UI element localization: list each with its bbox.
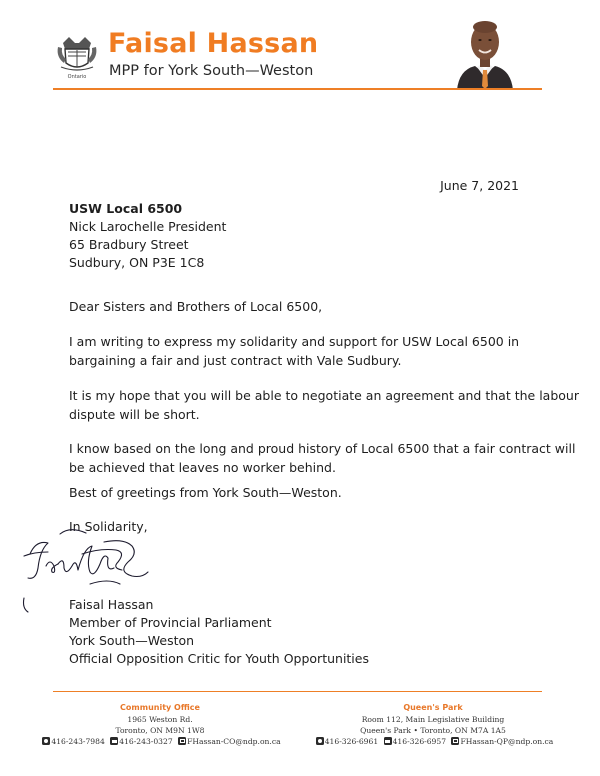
letter-date: June 7, 2021 [440, 178, 519, 193]
fax-icon [384, 737, 392, 745]
recipient-line: 65 Bradbury Street [69, 237, 189, 252]
email-icon [451, 737, 459, 745]
closing: In Solidarity, [69, 519, 148, 534]
body-paragraph [69, 439, 575, 477]
office-fax: 416-243-0327 [119, 737, 173, 746]
signer-role: Member of Provincial Parliament [69, 615, 272, 630]
ontario-crest-logo [55, 33, 99, 81]
paragraph-line: It is my hope that you will be able to negotiate an agreement and that the labour [69, 388, 579, 403]
mpp-portrait-photo [455, 12, 515, 90]
crest-caption: Ontario [67, 74, 87, 80]
signature-block [69, 596, 369, 668]
office-address-line: Room 112, Main Legislative Building [361, 715, 505, 724]
paragraph-line: I know based on the long and proud history of Local 6500 that a fair contract will [69, 441, 576, 456]
paragraph-line: Best of greetings from York South—Weston. [69, 485, 342, 500]
office-fax: 416-326-6957 [392, 737, 447, 746]
office-heading: Community Office [120, 703, 200, 712]
queens-park-address [303, 702, 563, 747]
community-office-address [30, 702, 290, 747]
signer-name: Faisal Hassan [69, 597, 154, 612]
phone-icon [316, 737, 324, 745]
phone-icon [42, 737, 50, 745]
office-email[interactable]: FHassan-QP@ndp.on.ca [460, 737, 554, 746]
body-paragraph [69, 386, 579, 424]
email-icon [178, 737, 186, 745]
office-phone: 416-326-6961 [324, 737, 379, 746]
mpp-name: Faisal Hassan [108, 28, 319, 59]
office-heading: Queen's Park [403, 703, 463, 712]
office-address-line: Queen's Park • Toronto, ON M7A 1A5 [360, 726, 506, 735]
office-address-line: 1965 Weston Rd. [127, 715, 193, 724]
office-address-line: Toronto, ON M9N 1W8 [115, 726, 205, 735]
mpp-title: MPP for York South—Weston [109, 63, 314, 79]
paragraph-line: be achieved that leaves no worker behind. [69, 460, 336, 475]
header-divider [53, 88, 542, 90]
paragraph-line: I am writing to express my solidarity and support for USW Local 6500 in [69, 334, 520, 349]
fax-icon [110, 737, 118, 745]
recipient-org: USW Local 6500 [69, 201, 183, 216]
body-paragraph [69, 483, 342, 502]
signer-critic-role: Official Opposition Critic for Youth Opportunities [69, 651, 369, 666]
recipient-address [69, 200, 226, 272]
recipient-line: Nick Larochelle President [69, 219, 227, 234]
office-contact-line [30, 736, 290, 747]
office-email[interactable]: FHassan-CO@ndp.on.ca [187, 737, 281, 746]
paragraph-line: dispute will be short. [69, 407, 200, 422]
body-paragraph [69, 332, 519, 370]
signer-riding: York South—Weston [69, 633, 195, 648]
recipient-line: Sudbury, ON P3E 1C8 [69, 255, 205, 270]
paragraph-line: bargaining a fair and just contract with Vale Sudbury. [69, 353, 402, 368]
footer-divider [53, 691, 542, 692]
salutation: Dear Sisters and Brothers of Local 6500, [69, 299, 323, 314]
office-phone: 416-243-7984 [51, 737, 105, 746]
office-contact-line [303, 736, 563, 747]
